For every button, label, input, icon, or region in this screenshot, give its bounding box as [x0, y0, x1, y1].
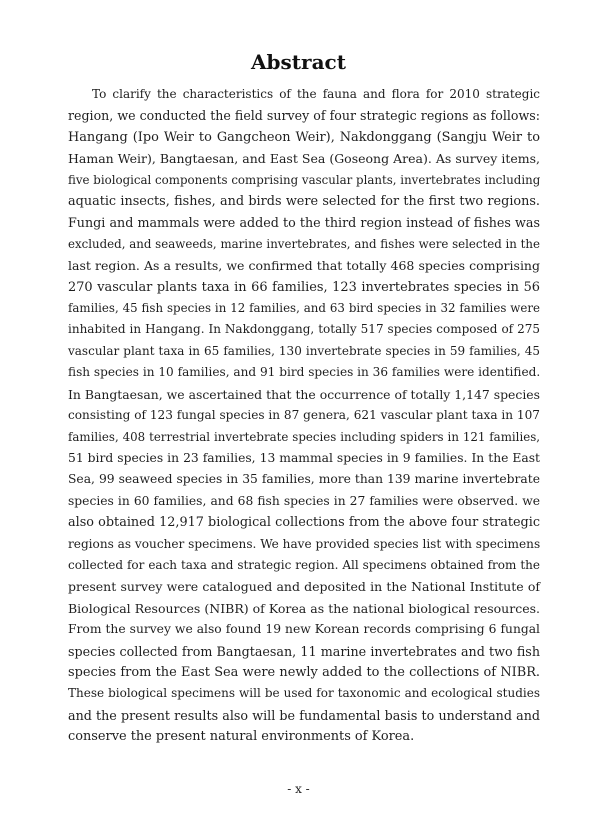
abstract-line: 270 vascular plants taxa in 66 families, 123 invertebrates species in 56 — [68, 279, 540, 295]
abstract-line: region, we conducted the field survey of four strategic regions as follows: — [68, 108, 540, 124]
abstract-line: present survey were catalogued and deposited in the National Institute of — [68, 579, 540, 595]
abstract-line: Biological Resources (NIBR) of Korea as the national biological resources. — [68, 600, 540, 616]
page-number: - x - — [287, 782, 310, 796]
abstract-line: conserve the present natural environments of Korea. — [68, 729, 415, 745]
abstract-line: inhabited in Hangang. In Nakdonggang, totally 517 species composed of 275 — [68, 322, 540, 337]
abstract-line: species from the East Sea were newly added to the collections of NIBR. — [68, 664, 540, 680]
abstract-line: families, 408 terrestrial invertebrate species including spiders in 121 families, — [68, 429, 540, 444]
abstract-line: families, 45 fish species in 12 families, and 63 bird species in 32 families were — [68, 301, 540, 316]
abstract-line: excluded, and seaweeds, marine invertebrates, and fishes were selected in the — [68, 236, 540, 251]
abstract-paragraph — [68, 84, 540, 748]
abstract-line: aquatic insects, fishes, and birds were selected for the first two regions. — [68, 194, 540, 210]
abstract-line: species collected from Bangtaesan, 11 marine invertebrates and two fish — [68, 643, 540, 659]
abstract-line: vascular plant taxa in 65 families, 130 invertebrate species in 59 families, 45 — [68, 343, 540, 358]
abstract-line: These biological specimens will be used for taxonomic and ecological studies — [68, 686, 540, 701]
page-title: Abstract — [251, 50, 346, 74]
abstract-line: Hangang (Ipo Weir to Gangcheon Weir), Nakdonggang (Sangju Weir to — [68, 129, 540, 145]
abstract-line: Haman Weir), Bangtaesan, and East Sea (Goseong Area). As survey items, — [68, 151, 540, 167]
abstract-line: In Bangtaesan, we ascertained that the occurrence of totally 1,147 species — [68, 386, 540, 402]
abstract-line: collected for each taxa and strategic region. All specimens obtained from the — [68, 557, 540, 572]
abstract-line: fish species in 10 families, and 91 bird species in 36 families were identified. — [68, 365, 541, 380]
abstract-line: last region. As a results, we confirmed that totally 468 species comprising — [68, 258, 540, 274]
abstract-line: also obtained 12,917 biological collections from the above four strategic — [68, 515, 540, 531]
abstract-line: 51 bird species in 23 families, 13 mammal species in 9 families. In the East — [68, 450, 540, 465]
abstract-line: five biological components comprising vascular plants, invertebrates including — [68, 172, 541, 187]
abstract-line: and the present results also will be fundamental basis to understand and — [68, 707, 540, 723]
abstract-line: Fungi and mammals were added to the third region instead of fishes was — [68, 215, 540, 231]
abstract-line: Sea, 99 seaweed species in 35 families, more than 139 marine invertebrate — [68, 472, 540, 487]
abstract-line: regions as voucher specimens. We have provided species list with specimens — [68, 536, 541, 551]
abstract-line: consisting of 123 fungal species in 87 genera, 621 vascular plant taxa in 107 — [68, 408, 540, 423]
abstract-line: species in 60 families, and 68 fish species in 27 families were observed. we — [68, 493, 540, 508]
abstract-line: To clarify the characteristics of the fauna and flora for 2010 strategic — [92, 87, 540, 101]
abstract-line: From the survey we also found 19 new Korean records comprising 6 fungal — [68, 622, 540, 637]
